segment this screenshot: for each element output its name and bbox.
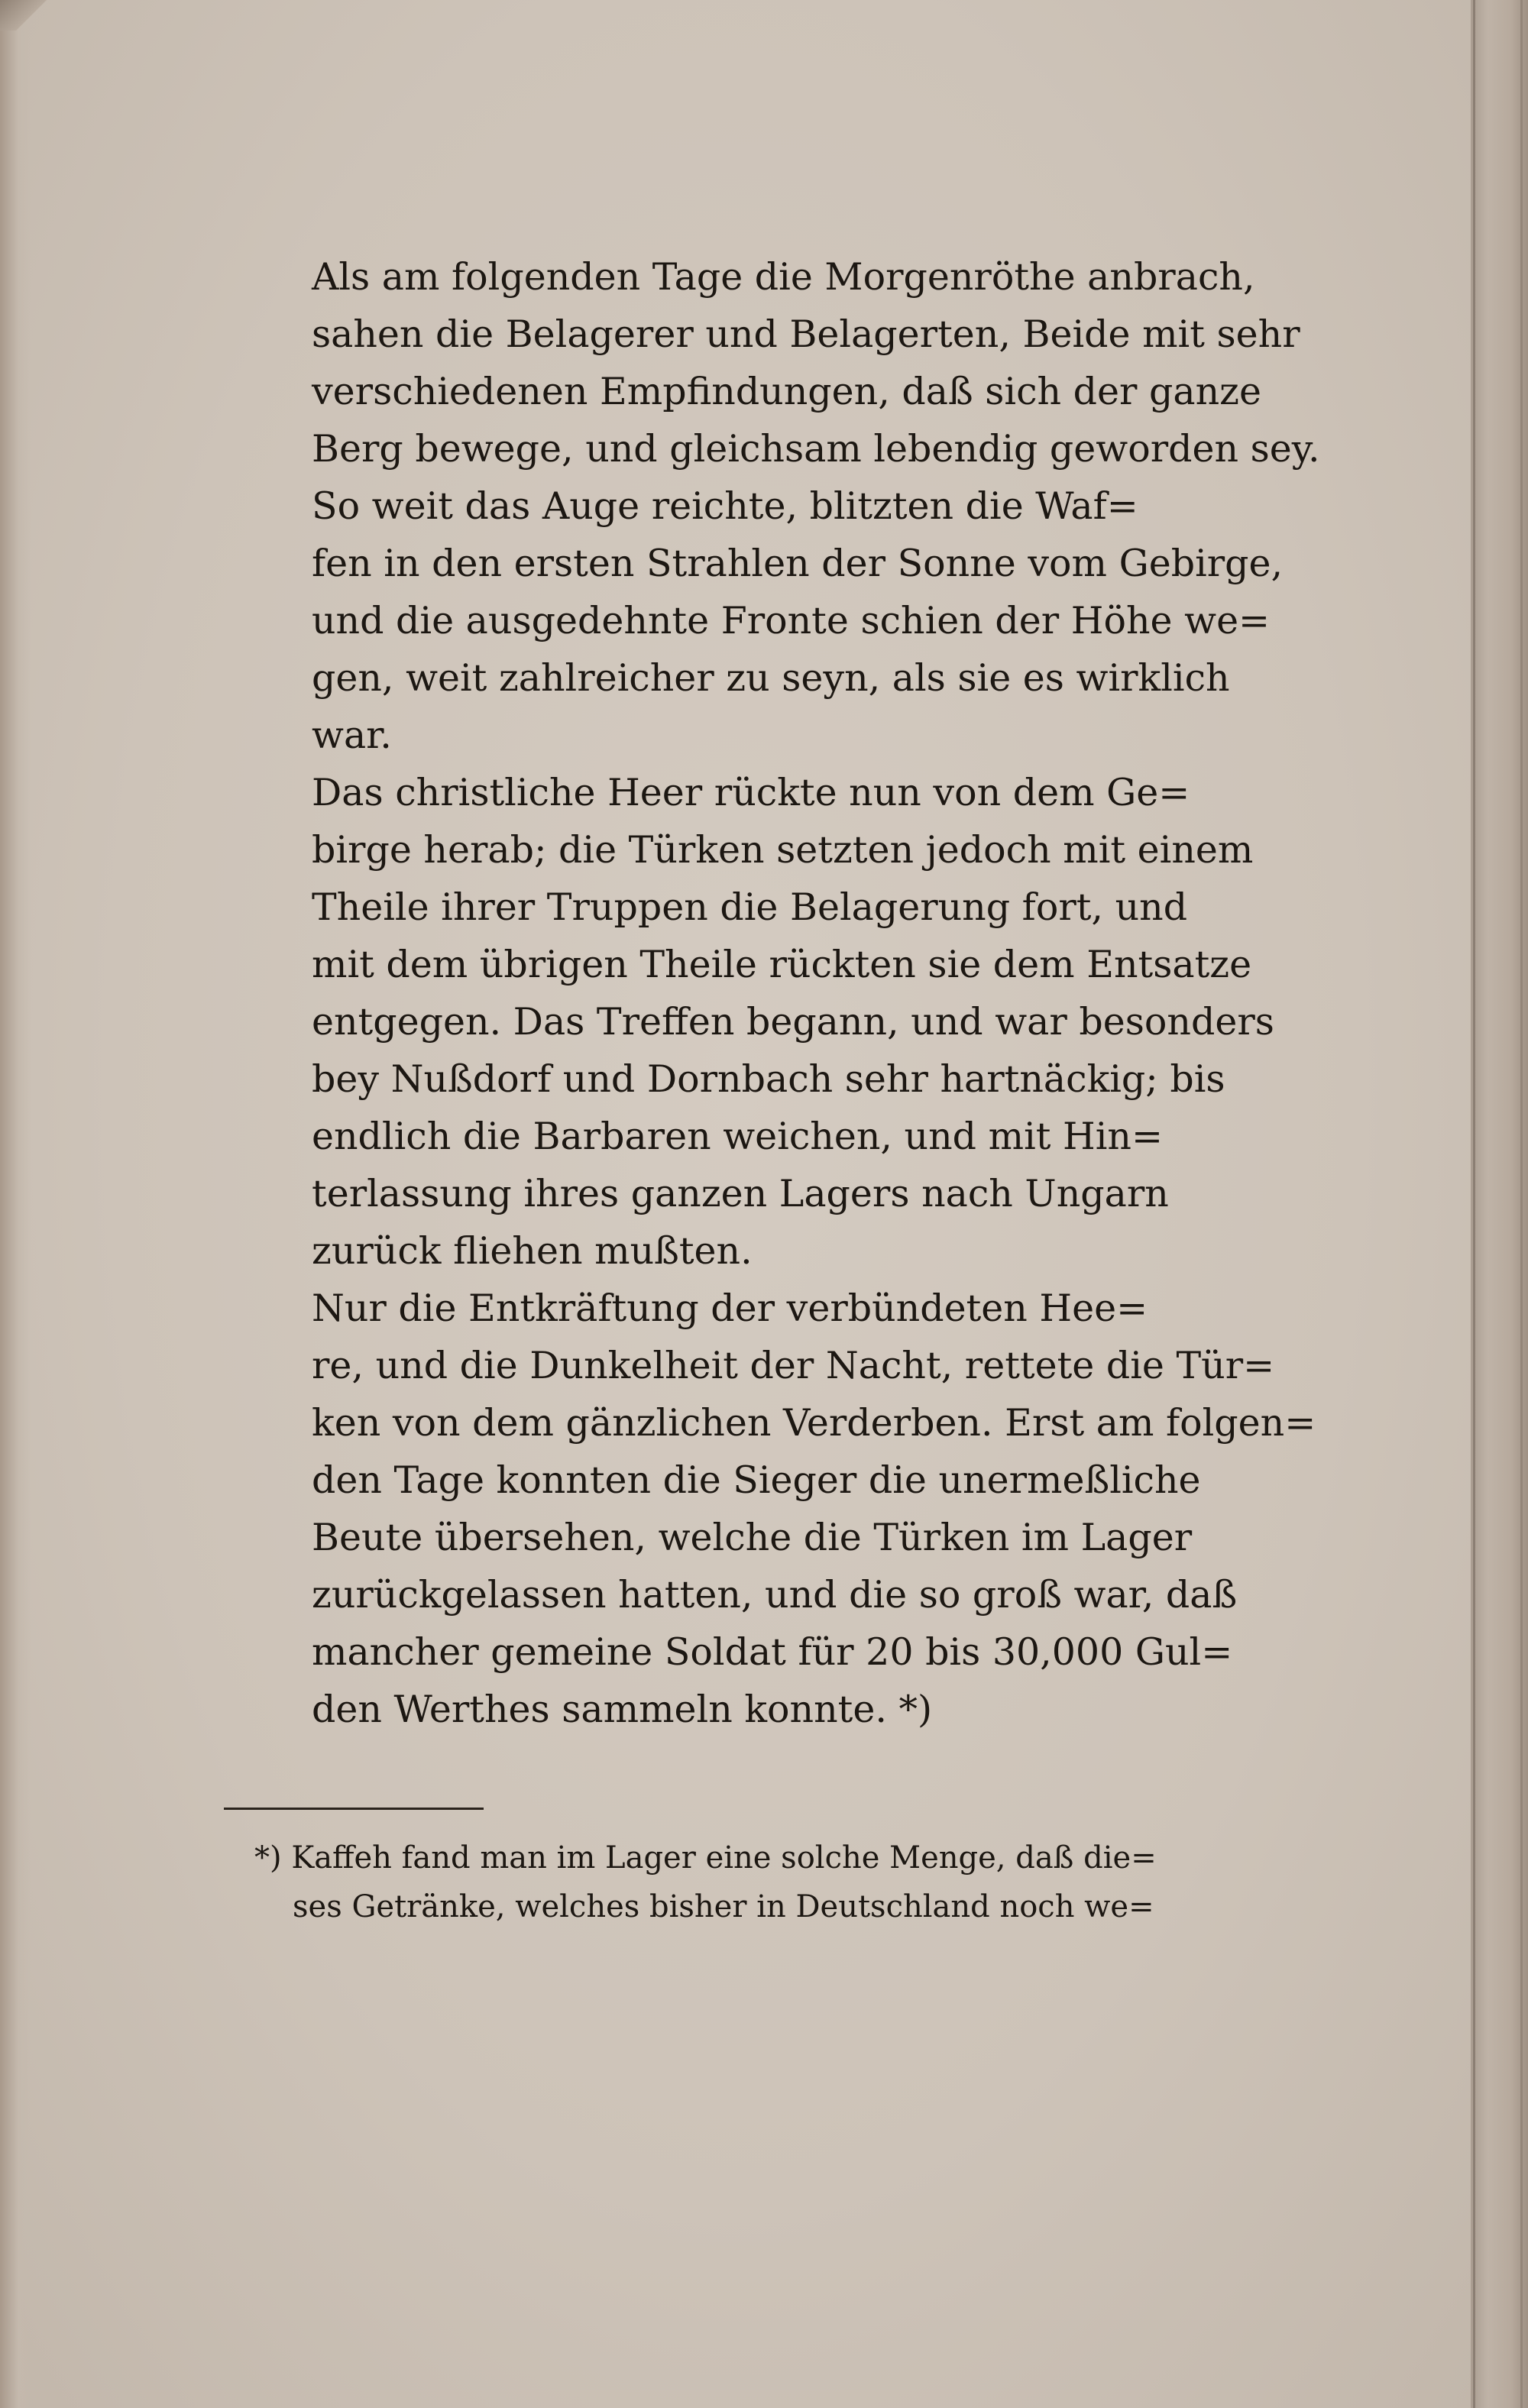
text-line: zurückgelassen hatten, und die so groß war, daß: [312, 1573, 1238, 1617]
footnote-divider: [224, 1808, 484, 1810]
text-line: Beute übersehen, welche die Türken im Lager: [312, 1516, 1193, 1559]
text-line: Nur die Entkräftung der verbündeten Hee=: [312, 1287, 1148, 1330]
text-line: den Werthes sammeln konnte. *): [312, 1688, 933, 1731]
paragraph-2: [224, 477, 1284, 764]
text-line: war.: [312, 714, 392, 757]
paragraph-1: [224, 248, 1320, 477]
text-line: terlassung ihres ganzen Lagers nach Ungarn: [312, 1172, 1169, 1215]
text-line: So weit das Auge reichte, blitzten die Waf=: [312, 484, 1138, 528]
text-line: entgegen. Das Treffen begann, und war besonders: [312, 1000, 1274, 1044]
text-line: re, und die Dunkelheit der Nacht, rettete die Tür=: [312, 1344, 1275, 1387]
text-line: bey Nußdorf und Dornbach sehr hartnäckig; bis: [312, 1057, 1225, 1101]
spine-shadow-line: [1473, 0, 1475, 2408]
text-line: Theile ihrer Truppen die Belagerung fort, und: [312, 885, 1188, 929]
text-line: den Tage konnten die Sieger die unermeßliche: [312, 1458, 1201, 1502]
paragraph-3: [224, 764, 1274, 1280]
text-line: birge herab; die Türken setzten jedoch mit einem: [312, 828, 1254, 872]
paragraph-4: [224, 1280, 1316, 1738]
text-line: fen in den ersten Strahlen der Sonne vom Gebirge,: [312, 542, 1284, 585]
page-left-edge: [0, 0, 31, 2408]
footnote-line: *) Kaffeh fand man im Lager eine solche Menge, daß die=: [254, 1840, 1157, 1876]
text-line: mancher gemeine Soldat für 20 bis 30,000 Gul=: [312, 1630, 1233, 1674]
footnote: [224, 1834, 1263, 1931]
text-line: endlich die Barbaren weichen, und mit Hin=: [312, 1115, 1164, 1158]
book-spine: [1471, 0, 1528, 2408]
page-corner-fold: [0, 0, 53, 31]
text-line: Das christliche Heer rückte nun von dem Ge=: [312, 771, 1190, 814]
text-line: zurück fliehen mußten.: [312, 1229, 753, 1273]
footnote-line: ses Getränke, welches bisher in Deutschland noch we=: [293, 1889, 1154, 1924]
text-line: gen, weit zahlreicher zu seyn, als sie es wirklich: [312, 656, 1230, 700]
text-line: Berg bewege, und gleichsam lebendig geworden sey.: [312, 427, 1320, 471]
spine-edge-line: [1520, 0, 1523, 2408]
text-line: Als am folgenden Tage die Morgenröthe anbrach,: [312, 255, 1255, 299]
text-line: und die ausgedehnte Fronte schien der Höhe we=: [312, 599, 1271, 642]
text-line: verschiedenen Empfindungen, daß sich der ganze: [312, 370, 1261, 413]
text-line: sahen die Belagerer und Belagerten, Beide mit sehr: [312, 312, 1300, 356]
text-line: ken von dem gänzlichen Verderben. Erst am folgen=: [312, 1401, 1316, 1445]
body-text: [224, 248, 1320, 1738]
text-line: mit dem übrigen Theile rückten sie dem Entsatze: [312, 943, 1252, 986]
